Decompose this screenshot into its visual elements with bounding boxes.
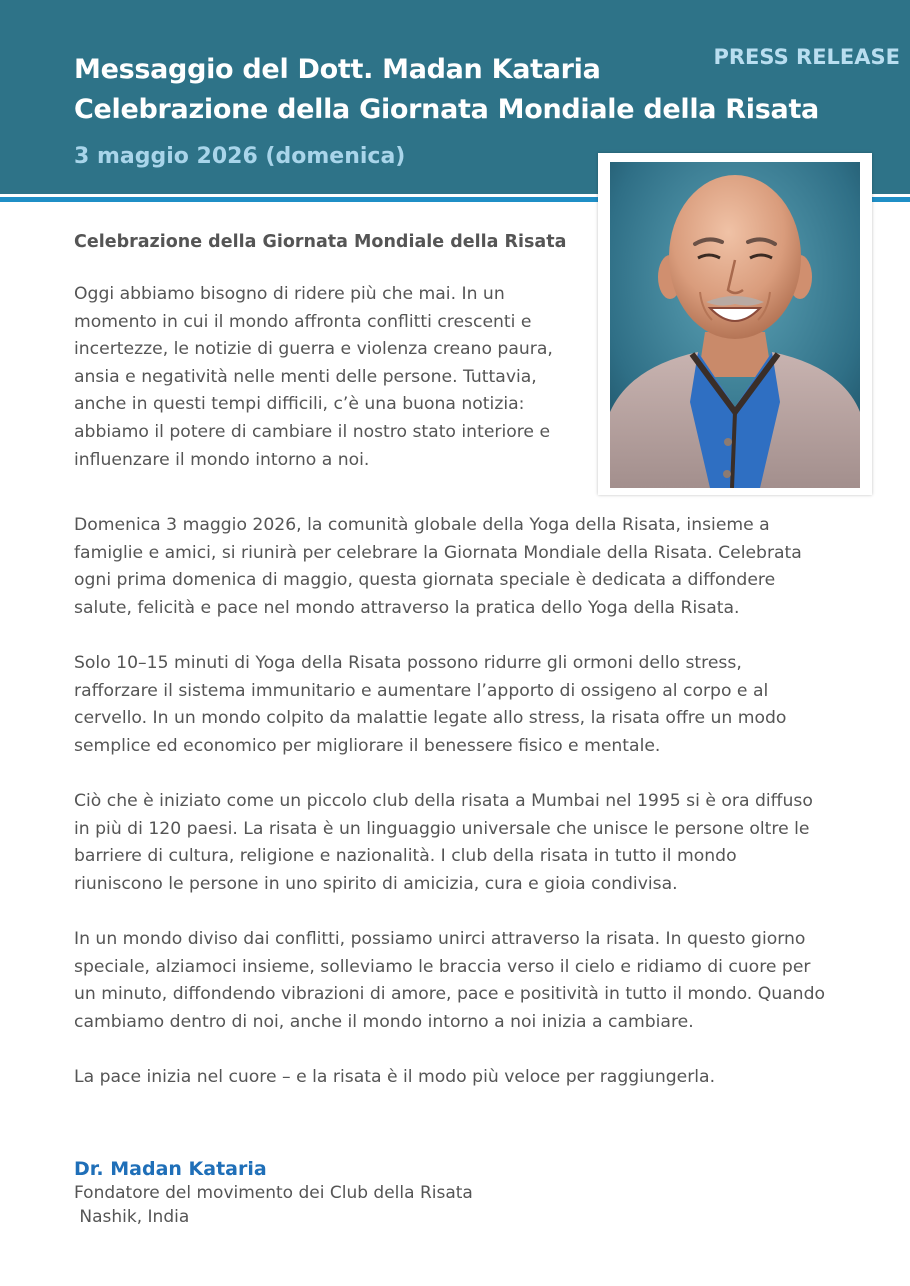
article-subheading: Celebrazione della Giornata Mondiale della Risata [74, 232, 567, 252]
paragraph-5 [74, 926, 854, 1036]
paragraph-line: influenzare il mondo intorno a noi. [74, 449, 370, 470]
portrait-frame [598, 153, 872, 495]
paragraph-line: semplice ed economico per migliorare il benessere fisico e mentale. [74, 735, 661, 756]
paragraph-line: incertezze, le notizie di guerra e violenza creano paura, [74, 339, 553, 360]
paragraph-line: barriere di cultura, religione e nazionalità. I club della risata in tutto il mondo [74, 846, 737, 867]
paragraph-line: La pace inizia nel cuore – e la risata è il modo più veloce per raggiungerla. [74, 1067, 716, 1087]
press-release-badge: PRESS RELEASE [713, 45, 900, 69]
paragraph-line: ogni prima domenica di maggio, questa giornata speciale è dedicata a diffondere [74, 570, 776, 591]
paragraph-2 [74, 512, 854, 622]
paragraph-line: Solo 10–15 minuti di Yoga della Risata possono ridurre gli ormoni dello stress, [74, 653, 742, 673]
paragraph-3 [74, 650, 854, 760]
paragraph-1 [74, 281, 574, 474]
paragraph-line: speciale, alziamoci insieme, solleviamo le braccia verso il cielo e ridiamo di cuore per [74, 956, 811, 977]
portrait-photo [610, 162, 860, 488]
paragraph-line: cambiamo dentro di noi, anche il mondo intorno a noi inizia a cambiare. [74, 1011, 694, 1032]
paragraph-line: ansia e negatività nelle menti delle persone. Tuttavia, [74, 366, 537, 387]
title-line-1: Messaggio del Dott. Madan Kataria [74, 54, 601, 85]
signature-place: Nashik, India [74, 1207, 190, 1227]
paragraph-line: momento in cui il mondo affronta conflitti crescenti e [74, 311, 532, 332]
paragraph-line: In un mondo diviso dai conflitti, possiamo unirci attraverso la risata. In questo giorno [74, 929, 806, 949]
paragraph-line: Oggi abbiamo bisogno di ridere più che mai. In un [74, 284, 505, 304]
paragraph-line: riuniscono le persone in uno spirito di amicizia, cura e gioia condivisa. [74, 873, 678, 894]
paragraph-6 [74, 1064, 854, 1092]
paragraph-line: anche in questi tempi difficili, c’è una buona notizia: [74, 394, 525, 415]
paragraph-line: un minuto, diffondendo vibrazioni di amore, pace e positività in tutto il mondo. Quando [74, 984, 825, 1005]
signature-role: Fondatore del movimento dei Club della Risata [74, 1183, 473, 1203]
event-date: 3 maggio 2026 (domenica) [74, 144, 406, 169]
paragraph-line: salute, felicità e pace nel mondo attraverso la pratica dello Yoga della Risata. [74, 597, 740, 618]
paragraph-line: famiglie e amici, si riunirà per celebrare la Giornata Mondiale della Risata. Celebrata [74, 542, 802, 563]
paragraph-line: abbiamo il potere di cambiare il nostro stato interiore e [74, 421, 551, 442]
paragraph-line: cervello. In un mondo colpito da malattie legate allo stress, la risata offre un modo [74, 708, 787, 729]
signature-name: Dr. Madan Kataria [74, 1158, 267, 1180]
paragraph-line: in più di 120 paesi. La risata è un linguaggio universale che unisce le persone oltre le [74, 818, 810, 839]
paragraph-line: rafforzare il sistema immunitario e aumentare l’apporto di ossigeno al corpo e al [74, 680, 769, 701]
paragraph-4 [74, 788, 854, 898]
portrait-illustration [610, 162, 860, 488]
paragraph-line: Ciò che è iniziato come un piccolo club della risata a Mumbai nel 1995 si è ora diffuso [74, 791, 813, 811]
paragraph-line: Domenica 3 maggio 2026, la comunità globale della Yoga della Risata, insieme a [74, 515, 770, 535]
title-line-2: Celebrazione della Giornata Mondiale della Risata [74, 94, 819, 125]
